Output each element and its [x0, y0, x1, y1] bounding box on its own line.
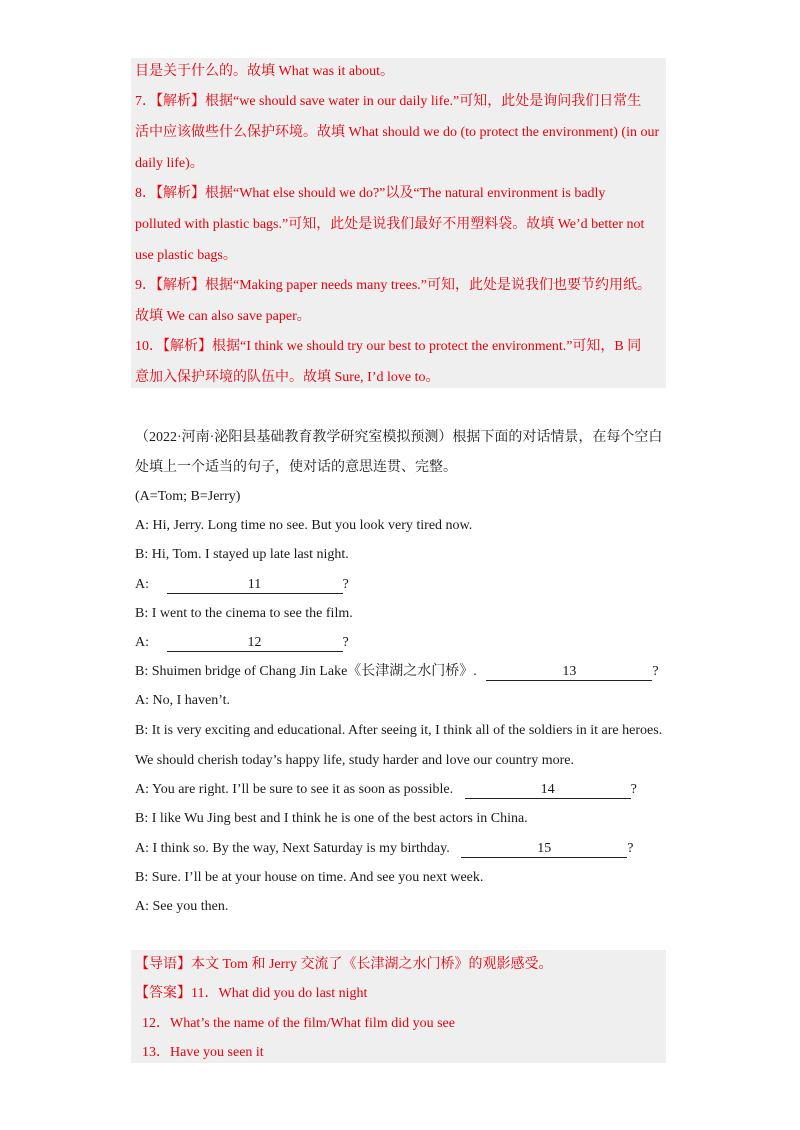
dialogue-line-blank-15 — [135, 839, 633, 859]
analysis-q9: 9．【解析】根据“Making paper needs many trees.”可知，此处是说我们也要节约用纸。 — [135, 278, 651, 293]
analysis-q9-cont: 故填 We can also save paper。 — [135, 309, 311, 324]
question-mark: ? — [342, 577, 349, 592]
dialogue-line: B: It is very exciting and educational. After seeing it, I think all of the soldiers in it are heroes. — [135, 723, 663, 738]
exercise-intro: （2022·河南·泌阳县基础教育教学研究室模拟预测）根据下面的对话情景，在每个空白 — [135, 430, 663, 445]
blank-12[interactable]: 12 — [167, 635, 343, 652]
dialogue-line: B: I like Wu Jing best and I think he is one of the best actors in China. — [135, 811, 528, 826]
dialogue-line: B: I went to the cinema to see the film. — [135, 606, 353, 621]
dialogue-text: B: Shuimen bridge of Chang Jin Lake《长津湖之水门桥》. — [135, 664, 477, 679]
analysis-q10-cont: 意加入保护环境的队伍中。故填 Sure, I’d love to。 — [135, 370, 440, 385]
answer-line — [135, 984, 367, 1004]
analysis-q8-cont: use plastic bags。 — [135, 248, 237, 263]
guide-line — [135, 955, 552, 975]
analysis-line: 目是关于什么的。故填 What was it about。 — [135, 64, 394, 79]
question-mark: ? — [652, 664, 659, 679]
speaker-label: A: — [135, 635, 149, 650]
dialogue-line: A: Hi, Jerry. Long time no see. But you look very tired now. — [135, 518, 473, 533]
answer-11: 11．What did you do last night — [191, 986, 368, 1001]
analysis-q8-cont: polluted with plastic bags.”可知，此处是说我们最好不用塑料袋。故填 We’d better not — [135, 217, 645, 232]
blank-11[interactable]: 11 — [167, 577, 343, 594]
dialogue-line-blank-13 — [135, 662, 659, 682]
dialogue-text: A: I think so. By the way, Next Saturday is my birthday. — [135, 841, 450, 856]
answer-12: 12．What’s the name of the film/What film did you see — [142, 1016, 455, 1031]
answer-tag: 【答案】 — [135, 986, 191, 1001]
dialogue-line: B: Sure. I’ll be at your house on time. And see you next week. — [135, 870, 484, 885]
blank-15[interactable]: 15 — [461, 841, 627, 858]
guide-tag: 【导语】 — [135, 957, 191, 972]
analysis-q10: 10．【解析】根据“I think we should try our best to protect the environment.”可知，B 同 — [135, 339, 642, 354]
analysis-q7-cont: daily life)。 — [135, 156, 204, 171]
analysis-q7-cont: 活中应该做些什么保护环境。故填 What should we do (to protect the environment) (in our — [135, 125, 660, 140]
dialogue-line-blank-11 — [135, 575, 349, 595]
dialogue-line-blank-12 — [135, 633, 349, 653]
dialogue-line: B: Hi, Tom. I stayed up late last night. — [135, 547, 349, 562]
answer-13: 13．Have you seen it — [142, 1045, 264, 1060]
dialogue-line: A: See you then. — [135, 899, 229, 914]
exercise-intro-cont: 处填上一个适当的句子，使对话的意思连贯、完整。 — [135, 460, 457, 475]
dialogue-text: A: You are right. I’ll be sure to see it as soon as possible. — [135, 782, 454, 797]
analysis-q8: 8．【解析】根据“What else should we do?”以及“The natural environment is badly — [135, 186, 606, 201]
question-mark: ? — [630, 782, 637, 797]
analysis-q7: 7．【解析】根据“we should save water in our daily life.”可知，此处是询问我们日常生 — [135, 94, 642, 109]
dialogue-line: A: No, I haven’t. — [135, 693, 230, 708]
dialogue-roles: (A=Tom; B=Jerry) — [135, 489, 241, 504]
blank-13[interactable]: 13 — [486, 664, 652, 681]
dialogue-line-blank-14 — [135, 780, 637, 800]
blank-14[interactable]: 14 — [465, 782, 631, 799]
question-mark: ? — [627, 841, 634, 856]
guide-text: 本文 Tom 和 Jerry 交流了《长津湖之水门桥》的观影感受。 — [191, 957, 553, 972]
question-mark: ? — [342, 635, 349, 650]
speaker-label: A: — [135, 577, 149, 592]
dialogue-line-cont: We should cherish today’s happy life, study harder and love our country more. — [135, 753, 574, 768]
